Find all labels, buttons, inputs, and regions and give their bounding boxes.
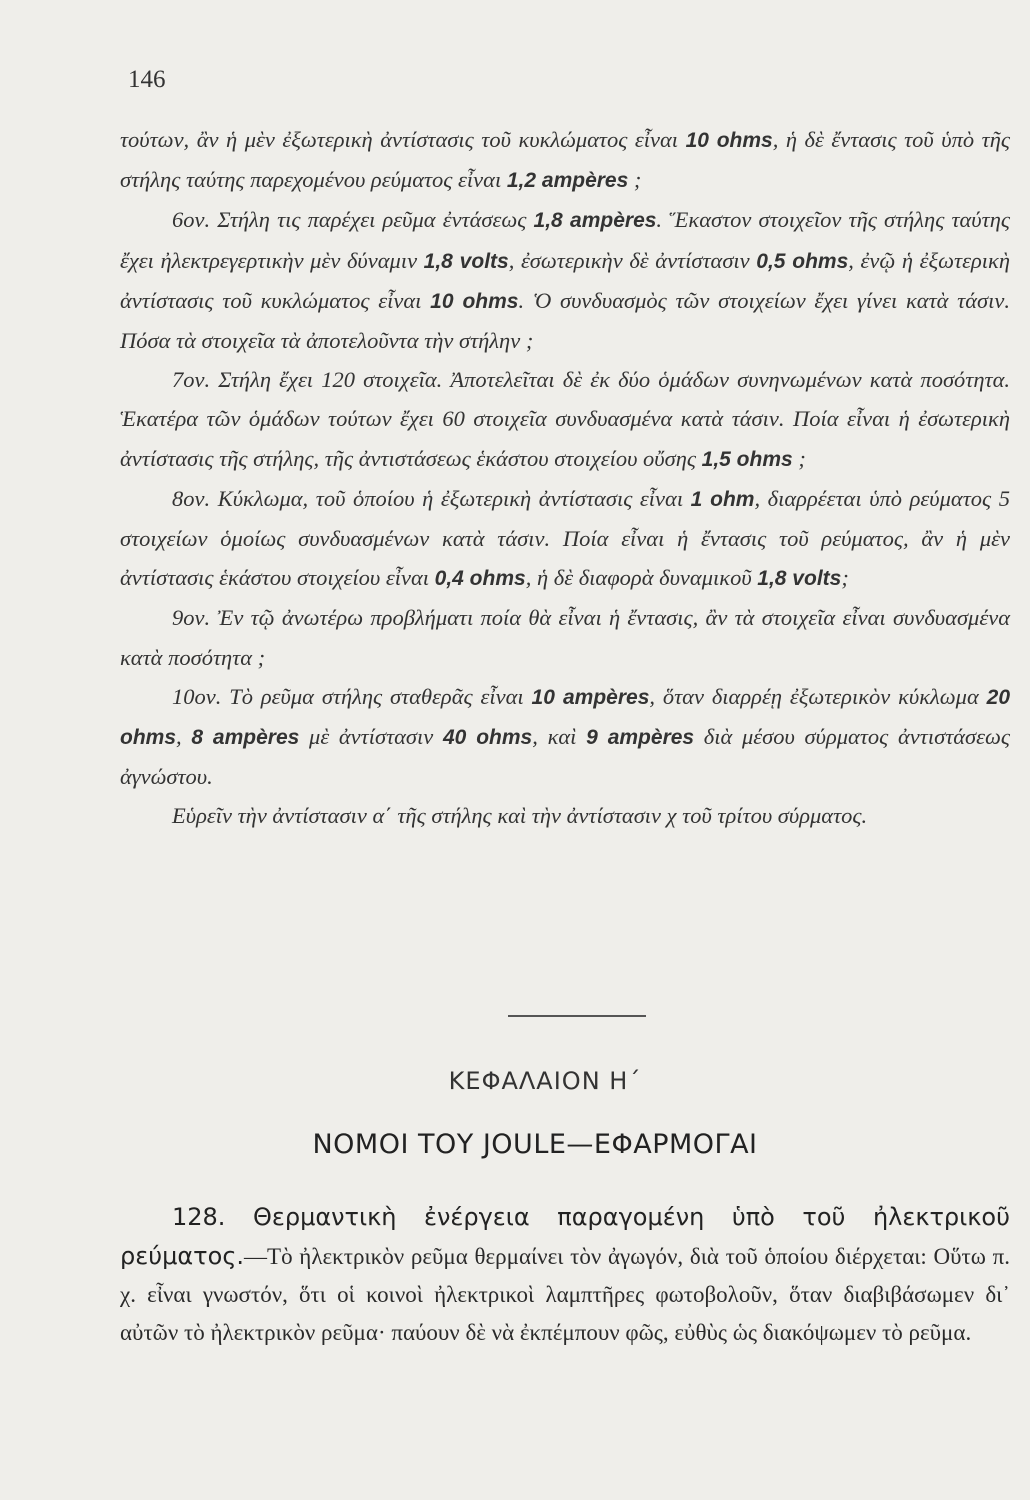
- unit-value: 1,5 ohms: [701, 447, 793, 471]
- text-run: , ἐσωτερικὴν δὲ ἀντίστασιν: [508, 247, 757, 273]
- text-run: . Ἕκαστον στοιχεῖον τῆς στήλης ταύτης ἔχει ἠλεκτρεγερτικὴν μὲν δύναμιν: [120, 207, 1010, 273]
- unit-value: 9 ampères: [586, 726, 695, 750]
- unit-value: 0,5 ohms: [756, 249, 849, 273]
- page-number: 146: [128, 66, 166, 93]
- problem-8: [120, 479, 1010, 599]
- text-run: , ἡ δὲ διαφορὰ δυναμικοῦ: [525, 565, 758, 591]
- unit-value: 10 ohms: [430, 289, 519, 313]
- unit-value: 20 ohms: [120, 685, 1010, 750]
- problem-10: [120, 677, 1010, 797]
- problem-6: [120, 200, 1010, 360]
- text-run: 8ον. Κύκλωμα, τοῦ ὁποίου ἡ ἐξωτερικὴ ἀντίστασις εἶναι: [172, 485, 691, 511]
- section-128: [120, 1198, 1010, 1352]
- text-run: 10ον. Τὸ ρεῦμα στήλης σταθερᾶς εἶναι: [172, 683, 532, 709]
- text-run: τούτων, ἂν ἡ μὲν ἐξωτερικὴ ἀντίστασις τοῦ κυκλώματος εἶναι: [120, 127, 686, 152]
- text-run: 6ον. Στήλη τις παρέχει ρεῦμα ἐντάσεως: [172, 207, 534, 233]
- text-run: , ἐνῷ ἡ ἐξωτερικὴ ἀντίστασις τοῦ κυκλώματος εἶναι: [120, 247, 1010, 313]
- chapter-title: ΝΟΜΟΙ ΤΟΥ JOULE—ΕΦΑΡΜΟΓΑΙ: [312, 1129, 758, 1160]
- problem-10-question: [120, 796, 1010, 835]
- unit-value: 0,4 ohms: [434, 567, 526, 591]
- text-run: , ἡ δὲ ἔντασις τοῦ ὑπὸ τῆς στήλης ταύτης παρεχομένου ρεύματος εἶναι: [120, 127, 1010, 193]
- unit-value: 1 ohm: [690, 487, 755, 511]
- text-run: Εὑρεῖν τὴν ἀντίστασιν α΄ τῆς στήλης καὶ τὴν ἀντίστασιν χ τοῦ τρίτου σύρματος.: [172, 803, 868, 829]
- problems-block: [120, 120, 1010, 836]
- chapter-label: ΚΕΦΑΛΑΙΟΝ Η΄: [448, 1067, 642, 1095]
- text-run: , καὶ: [532, 724, 587, 750]
- unit-value: 1,8 volts: [757, 567, 842, 591]
- text-run: 9ον. Ἐν τῷ ἀνωτέρω προβλήματι ποία θὰ εἶναι ἡ ἔντασις, ἂν τὰ στοιχεῖα εἶναι συνδυασμένα κατὰ ποσότητα ;: [120, 605, 1010, 670]
- unit-value: 10 ampères: [531, 685, 650, 709]
- section-divider: [508, 1015, 646, 1017]
- unit-value: 8 ampères: [191, 726, 300, 750]
- section-128-paragraph: [120, 1198, 1010, 1352]
- text-run: 7ον. Στήλη ἔχει 120 στοιχεῖα. Ἀποτελεῖται δὲ ἐκ δύο ὁμάδων συνηνωμένων κατὰ ποσότητα. Ἑκατέρα τῶν ὁμάδων τούτων ἔχει 60 στοιχεῖα συνδυασμένα κατὰ τάσιν. Ποία εἶναι ἡ ἐσωτερικὴ ἀντίστασις τῆς στήλης, τῆς ἀντιστάσεως ἑκάστου στοιχείου οὔσης: [120, 367, 1010, 471]
- text-run: ,: [176, 724, 192, 750]
- section-text: —Τὸ ἠλεκτρικὸν ρεῦμα θερμαίνει τὸν ἀγωγόν, διὰ τοῦ ὁποίου διέρχεται: Οὕτω π. χ. εἶναι γνωστόν, ὅτι οἱ κοινοὶ ἠλεκτρικοὶ λαμπτῆρες φωτοβολοῦν, ὅταν διαβιβάσωμεν δι᾽ αὐτῶν τὸ ἠλεκτρικὸν ρεῦμα· παύουν δὲ νὰ ἐκπέμπουν φῶς, εὐθὺς ὡς διακόψωμεν τὸ ρεῦμα.: [120, 1244, 1010, 1345]
- text-run: ;: [628, 167, 642, 193]
- section-heading: 128. Θερμαντικὴ ἐνέργεια παραγομένη ὑπὸ τοῦ ἠλεκτρικοῦ ρεύματος.: [120, 1203, 1010, 1270]
- text-run: μὲ ἀντίστασιν: [299, 724, 443, 750]
- problem-7: [120, 360, 1010, 479]
- problem-9: [120, 598, 1010, 676]
- unit-value: 10 ohms: [685, 129, 773, 152]
- text-run: διὰ μέσου σύρματος ἀντιστάσεως ἀγνώστου.: [120, 724, 1011, 790]
- unit-value: 1,8 ampères: [533, 209, 657, 233]
- text-run: ;: [792, 445, 806, 471]
- unit-value: 1,8 volts: [423, 249, 509, 273]
- unit-value: 1,2 ampères: [506, 169, 629, 193]
- text-run: . Ὁ συνδυασμὸς τῶν στοιχείων ἔχει γίνει κατὰ τάσιν. Πόσα τὰ στοιχεῖα τὰ ἀποτελοῦντα τὴν στήλην ;: [120, 287, 1010, 354]
- unit-value: 40 ohms: [442, 726, 533, 750]
- text-run: , ὅταν διαρρέῃ ἐξωτερικὸν κύκλωμα: [649, 683, 987, 709]
- text-run: ;: [841, 565, 849, 591]
- problem-5-continuation: [120, 120, 1010, 200]
- text-run: , διαρρέεται ὑπὸ ρεύματος 5 στοιχείων ὁμοίως συνδυασμένων κατὰ τάσιν. Ποία εἶναι ἡ ἔντασις τοῦ ρεύματος, ἂν ἡ μὲν ἀντίστασις ἑκάστου στοιχείου εἶναι: [120, 485, 1010, 591]
